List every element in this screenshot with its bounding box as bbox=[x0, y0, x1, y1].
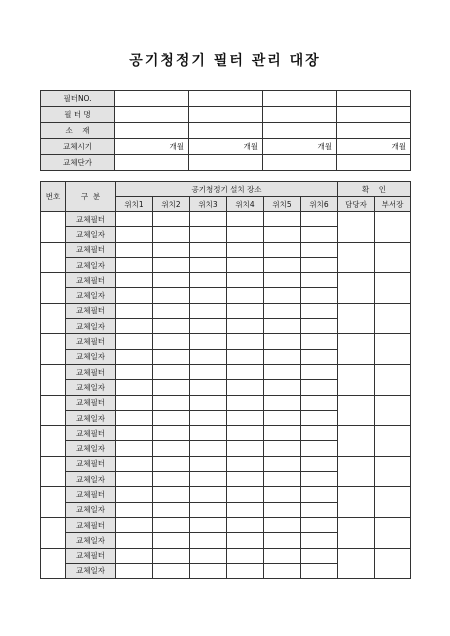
location-cell[interactable] bbox=[116, 502, 153, 517]
location-cell[interactable] bbox=[264, 487, 301, 502]
confirm-cell[interactable] bbox=[375, 548, 411, 579]
location-cell[interactable] bbox=[301, 242, 338, 257]
location-cell[interactable] bbox=[264, 288, 301, 303]
log-row bbox=[41, 456, 411, 471]
location-cell[interactable] bbox=[190, 441, 227, 456]
confirm-cell[interactable] bbox=[375, 364, 411, 395]
location-cell[interactable] bbox=[153, 273, 190, 288]
info-row-label: 교체단가 bbox=[41, 155, 115, 171]
row-number-cell[interactable] bbox=[41, 212, 66, 243]
row-type-label: 교체일자 bbox=[66, 227, 116, 242]
confirm-cell[interactable] bbox=[375, 242, 411, 273]
row-type-label: 교체필터 bbox=[66, 303, 116, 318]
location-cell[interactable] bbox=[116, 319, 153, 334]
location-cell[interactable] bbox=[227, 487, 264, 502]
location-cell[interactable] bbox=[153, 364, 190, 379]
location-cell[interactable] bbox=[190, 227, 227, 242]
row-type-label: 교체필터 bbox=[66, 548, 116, 563]
confirm-cell[interactable] bbox=[338, 517, 375, 548]
location-cell[interactable] bbox=[190, 212, 227, 227]
location-cell[interactable] bbox=[227, 212, 264, 227]
location-cell[interactable] bbox=[190, 395, 227, 410]
location-cell[interactable] bbox=[264, 242, 301, 257]
row-type-label: 교체일자 bbox=[66, 441, 116, 456]
location-cell[interactable] bbox=[116, 517, 153, 532]
location-cell[interactable] bbox=[116, 456, 153, 471]
confirm-cell[interactable] bbox=[375, 395, 411, 426]
location-cell[interactable] bbox=[227, 242, 264, 257]
location-cell[interactable] bbox=[116, 472, 153, 487]
row-type-label: 교체필터 bbox=[66, 426, 116, 441]
location-cell[interactable] bbox=[227, 364, 264, 379]
row-type-label: 교체필터 bbox=[66, 456, 116, 471]
confirm-cell[interactable] bbox=[375, 212, 411, 243]
info-cell[interactable]: 개월 bbox=[263, 139, 337, 155]
location-cell[interactable] bbox=[227, 303, 264, 318]
location-cell[interactable] bbox=[301, 334, 338, 349]
location-cell[interactable] bbox=[116, 441, 153, 456]
log-row bbox=[41, 273, 411, 288]
location-cell[interactable] bbox=[264, 319, 301, 334]
location-cell[interactable] bbox=[264, 517, 301, 532]
location-cell[interactable] bbox=[264, 395, 301, 410]
row-number-cell[interactable] bbox=[41, 334, 66, 365]
location-cell[interactable] bbox=[264, 334, 301, 349]
info-cell[interactable] bbox=[337, 107, 411, 123]
location-cell[interactable] bbox=[227, 273, 264, 288]
location-cell[interactable] bbox=[153, 533, 190, 548]
info-row-label: 소 재 bbox=[41, 123, 115, 139]
location-cell[interactable] bbox=[190, 257, 227, 272]
location-cell[interactable] bbox=[301, 426, 338, 441]
location-cell[interactable] bbox=[190, 563, 227, 578]
location-cell[interactable] bbox=[153, 212, 190, 227]
location-cell[interactable] bbox=[264, 426, 301, 441]
row-type-label: 교체일자 bbox=[66, 563, 116, 578]
row-number-cell[interactable] bbox=[41, 364, 66, 395]
info-cell[interactable] bbox=[263, 107, 337, 123]
location-cell[interactable] bbox=[153, 380, 190, 395]
location-cell[interactable] bbox=[227, 533, 264, 548]
location-cell[interactable] bbox=[116, 364, 153, 379]
confirm-cell[interactable] bbox=[338, 548, 375, 579]
col-header-location: 위치6 bbox=[301, 197, 338, 212]
location-cell[interactable] bbox=[153, 441, 190, 456]
location-cell[interactable] bbox=[264, 227, 301, 242]
location-cell[interactable] bbox=[116, 349, 153, 364]
row-type-label: 교체일자 bbox=[66, 349, 116, 364]
location-cell[interactable] bbox=[227, 257, 264, 272]
info-cell[interactable]: 개월 bbox=[115, 139, 189, 155]
location-cell[interactable] bbox=[227, 548, 264, 563]
location-cell[interactable] bbox=[116, 334, 153, 349]
location-cell[interactable] bbox=[153, 426, 190, 441]
location-cell[interactable] bbox=[301, 533, 338, 548]
location-cell[interactable] bbox=[153, 563, 190, 578]
confirm-cell[interactable] bbox=[338, 426, 375, 457]
location-cell[interactable] bbox=[116, 212, 153, 227]
info-cell[interactable] bbox=[189, 123, 263, 139]
location-cell[interactable] bbox=[301, 319, 338, 334]
info-cell[interactable] bbox=[189, 155, 263, 171]
log-row bbox=[41, 517, 411, 532]
location-cell[interactable] bbox=[227, 288, 264, 303]
location-cell[interactable] bbox=[264, 441, 301, 456]
info-cell[interactable] bbox=[337, 123, 411, 139]
info-cell[interactable] bbox=[189, 91, 263, 107]
location-cell[interactable] bbox=[227, 319, 264, 334]
location-cell[interactable] bbox=[301, 456, 338, 471]
confirm-cell[interactable] bbox=[338, 487, 375, 518]
row-number-cell[interactable] bbox=[41, 487, 66, 518]
row-number-cell[interactable] bbox=[41, 426, 66, 457]
row-type-label: 교체필터 bbox=[66, 517, 116, 532]
confirm-cell[interactable] bbox=[338, 242, 375, 273]
location-cell[interactable] bbox=[301, 395, 338, 410]
location-cell[interactable] bbox=[153, 456, 190, 471]
col-header-number: 번호 bbox=[41, 182, 66, 212]
location-cell[interactable] bbox=[301, 257, 338, 272]
location-cell[interactable] bbox=[227, 227, 264, 242]
location-cell[interactable] bbox=[264, 533, 301, 548]
location-cell[interactable] bbox=[301, 563, 338, 578]
row-type-label: 교체일자 bbox=[66, 288, 116, 303]
location-cell[interactable] bbox=[264, 303, 301, 318]
location-cell[interactable] bbox=[116, 273, 153, 288]
location-cell[interactable] bbox=[227, 426, 264, 441]
info-cell[interactable] bbox=[189, 107, 263, 123]
confirm-cell[interactable] bbox=[375, 456, 411, 487]
log-row bbox=[41, 426, 411, 441]
location-cell[interactable] bbox=[116, 395, 153, 410]
location-cell[interactable] bbox=[153, 548, 190, 563]
row-number-cell[interactable] bbox=[41, 303, 66, 334]
location-cell[interactable] bbox=[227, 563, 264, 578]
location-cell[interactable] bbox=[264, 364, 301, 379]
location-cell[interactable] bbox=[264, 548, 301, 563]
location-cell[interactable] bbox=[227, 349, 264, 364]
location-cell[interactable] bbox=[301, 472, 338, 487]
location-cell[interactable] bbox=[116, 380, 153, 395]
location-cell[interactable] bbox=[190, 533, 227, 548]
location-cell[interactable] bbox=[264, 563, 301, 578]
row-type-label: 교체필터 bbox=[66, 364, 116, 379]
col-header-location: 위치3 bbox=[190, 197, 227, 212]
info-row bbox=[41, 155, 411, 171]
location-cell[interactable] bbox=[301, 502, 338, 517]
log-row bbox=[41, 487, 411, 502]
location-cell[interactable] bbox=[227, 502, 264, 517]
info-cell[interactable] bbox=[115, 155, 189, 171]
location-cell[interactable] bbox=[116, 227, 153, 242]
row-type-label: 교체일자 bbox=[66, 533, 116, 548]
location-cell[interactable] bbox=[190, 273, 227, 288]
log-row bbox=[41, 395, 411, 410]
col-header-location: 위치1 bbox=[116, 197, 153, 212]
location-cell[interactable] bbox=[227, 410, 264, 425]
row-type-label: 교체필터 bbox=[66, 212, 116, 227]
location-cell[interactable] bbox=[116, 533, 153, 548]
row-type-label: 교체필터 bbox=[66, 242, 116, 257]
info-row bbox=[41, 139, 411, 155]
row-type-label: 교체일자 bbox=[66, 257, 116, 272]
log-row bbox=[41, 364, 411, 379]
row-type-label: 교체필터 bbox=[66, 395, 116, 410]
row-type-label: 교체일자 bbox=[66, 472, 116, 487]
info-row bbox=[41, 107, 411, 123]
log-row bbox=[41, 212, 411, 227]
location-cell[interactable] bbox=[116, 487, 153, 502]
log-row bbox=[41, 334, 411, 349]
info-cell[interactable]: 개월 bbox=[189, 139, 263, 155]
info-cell[interactable]: 개월 bbox=[337, 139, 411, 155]
confirm-cell[interactable] bbox=[338, 303, 375, 334]
location-cell[interactable] bbox=[153, 227, 190, 242]
location-cell[interactable] bbox=[264, 456, 301, 471]
row-number-cell[interactable] bbox=[41, 548, 66, 579]
row-number-cell[interactable] bbox=[41, 456, 66, 487]
location-cell[interactable] bbox=[190, 380, 227, 395]
info-row bbox=[41, 91, 411, 107]
col-header-confirmer: 담당자 bbox=[338, 197, 375, 212]
location-cell[interactable] bbox=[190, 334, 227, 349]
location-cell[interactable] bbox=[190, 410, 227, 425]
row-type-label: 교체필터 bbox=[66, 334, 116, 349]
location-cell[interactable] bbox=[227, 395, 264, 410]
confirm-cell[interactable] bbox=[338, 212, 375, 243]
info-cell[interactable] bbox=[337, 155, 411, 171]
location-cell[interactable] bbox=[116, 288, 153, 303]
info-cell[interactable] bbox=[115, 107, 189, 123]
info-cell[interactable] bbox=[337, 91, 411, 107]
location-cell[interactable] bbox=[116, 242, 153, 257]
location-cell[interactable] bbox=[153, 349, 190, 364]
confirm-cell[interactable] bbox=[338, 273, 375, 304]
info-cell[interactable] bbox=[263, 123, 337, 139]
row-type-label: 교체필터 bbox=[66, 273, 116, 288]
info-cell[interactable] bbox=[115, 123, 189, 139]
row-type-label: 교체일자 bbox=[66, 380, 116, 395]
location-cell[interactable] bbox=[227, 380, 264, 395]
location-cell[interactable] bbox=[301, 349, 338, 364]
filter-info-table bbox=[40, 90, 411, 171]
log-row bbox=[41, 548, 411, 563]
location-cell[interactable] bbox=[190, 319, 227, 334]
location-cell[interactable] bbox=[190, 303, 227, 318]
location-cell[interactable] bbox=[227, 334, 264, 349]
info-row-label: 필 터 명 bbox=[41, 107, 115, 123]
col-header-type: 구 분 bbox=[66, 182, 116, 212]
location-cell[interactable] bbox=[153, 395, 190, 410]
location-cell[interactable] bbox=[227, 456, 264, 471]
location-cell[interactable] bbox=[301, 410, 338, 425]
location-cell[interactable] bbox=[116, 563, 153, 578]
confirm-cell[interactable] bbox=[338, 334, 375, 365]
row-number-cell[interactable] bbox=[41, 242, 66, 273]
location-cell[interactable] bbox=[227, 517, 264, 532]
location-cell[interactable] bbox=[264, 472, 301, 487]
location-cell[interactable] bbox=[190, 487, 227, 502]
confirm-cell[interactable] bbox=[338, 395, 375, 426]
confirm-cell[interactable] bbox=[338, 456, 375, 487]
log-row bbox=[41, 242, 411, 257]
location-cell[interactable] bbox=[264, 257, 301, 272]
location-cell[interactable] bbox=[301, 380, 338, 395]
row-number-cell[interactable] bbox=[41, 395, 66, 426]
location-cell[interactable] bbox=[264, 273, 301, 288]
location-cell[interactable] bbox=[301, 517, 338, 532]
location-cell[interactable] bbox=[190, 364, 227, 379]
confirm-cell[interactable] bbox=[375, 517, 411, 548]
location-cell[interactable] bbox=[264, 410, 301, 425]
col-header-location: 위치4 bbox=[227, 197, 264, 212]
location-cell[interactable] bbox=[153, 502, 190, 517]
col-header-confirmer: 부서장 bbox=[375, 197, 411, 212]
info-row-label: 필터NO. bbox=[41, 91, 115, 107]
replacement-log-table bbox=[40, 181, 411, 579]
location-cell[interactable] bbox=[116, 257, 153, 272]
location-cell[interactable] bbox=[301, 487, 338, 502]
col-header-location: 위치5 bbox=[264, 197, 301, 212]
location-cell[interactable] bbox=[301, 303, 338, 318]
info-cell[interactable] bbox=[263, 91, 337, 107]
location-cell[interactable] bbox=[190, 502, 227, 517]
confirm-cell[interactable] bbox=[375, 303, 411, 334]
location-cell[interactable] bbox=[301, 441, 338, 456]
location-cell[interactable] bbox=[264, 380, 301, 395]
location-cell[interactable] bbox=[264, 212, 301, 227]
row-type-label: 교체필터 bbox=[66, 487, 116, 502]
info-row bbox=[41, 123, 411, 139]
location-cell[interactable] bbox=[264, 349, 301, 364]
location-cell[interactable] bbox=[301, 212, 338, 227]
location-cell[interactable] bbox=[190, 548, 227, 563]
location-cell[interactable] bbox=[190, 472, 227, 487]
page-title: 공기청정기 필터 관리 대장 bbox=[129, 53, 321, 69]
location-cell[interactable] bbox=[153, 288, 190, 303]
location-cell[interactable] bbox=[301, 364, 338, 379]
row-number-cell[interactable] bbox=[41, 273, 66, 304]
location-cell[interactable] bbox=[190, 288, 227, 303]
confirm-cell[interactable] bbox=[375, 273, 411, 304]
location-cell[interactable] bbox=[153, 257, 190, 272]
location-cell[interactable] bbox=[190, 426, 227, 441]
location-cell[interactable] bbox=[190, 517, 227, 532]
location-cell[interactable] bbox=[153, 319, 190, 334]
location-cell[interactable] bbox=[116, 303, 153, 318]
info-row-label: 교체시기 bbox=[41, 139, 115, 155]
location-cell[interactable] bbox=[301, 548, 338, 563]
col-header-locations: 공기청정기 설치 장소 bbox=[116, 182, 338, 197]
location-cell[interactable] bbox=[301, 273, 338, 288]
location-cell[interactable] bbox=[190, 456, 227, 471]
info-cell[interactable] bbox=[263, 155, 337, 171]
confirm-cell[interactable] bbox=[338, 364, 375, 395]
location-cell[interactable] bbox=[227, 441, 264, 456]
location-cell[interactable] bbox=[301, 227, 338, 242]
location-cell[interactable] bbox=[153, 517, 190, 532]
location-cell[interactable] bbox=[301, 288, 338, 303]
location-cell[interactable] bbox=[227, 472, 264, 487]
row-type-label: 교체일자 bbox=[66, 319, 116, 334]
info-cell[interactable] bbox=[115, 91, 189, 107]
location-cell[interactable] bbox=[153, 487, 190, 502]
log-row bbox=[41, 303, 411, 318]
location-cell[interactable] bbox=[153, 334, 190, 349]
location-cell[interactable] bbox=[116, 548, 153, 563]
confirm-cell[interactable] bbox=[375, 426, 411, 457]
row-type-label: 교체일자 bbox=[66, 410, 116, 425]
location-cell[interactable] bbox=[153, 410, 190, 425]
location-cell[interactable] bbox=[190, 349, 227, 364]
location-cell[interactable] bbox=[264, 502, 301, 517]
col-header-location: 위치2 bbox=[153, 197, 190, 212]
location-cell[interactable] bbox=[116, 410, 153, 425]
location-cell[interactable] bbox=[153, 303, 190, 318]
confirm-cell[interactable] bbox=[375, 334, 411, 365]
col-header-confirm: 확 인 bbox=[338, 182, 411, 197]
location-cell[interactable] bbox=[116, 426, 153, 441]
location-cell[interactable] bbox=[153, 472, 190, 487]
confirm-cell[interactable] bbox=[375, 487, 411, 518]
row-type-label: 교체일자 bbox=[66, 502, 116, 517]
location-cell[interactable] bbox=[153, 242, 190, 257]
location-cell[interactable] bbox=[190, 242, 227, 257]
row-number-cell[interactable] bbox=[41, 517, 66, 548]
